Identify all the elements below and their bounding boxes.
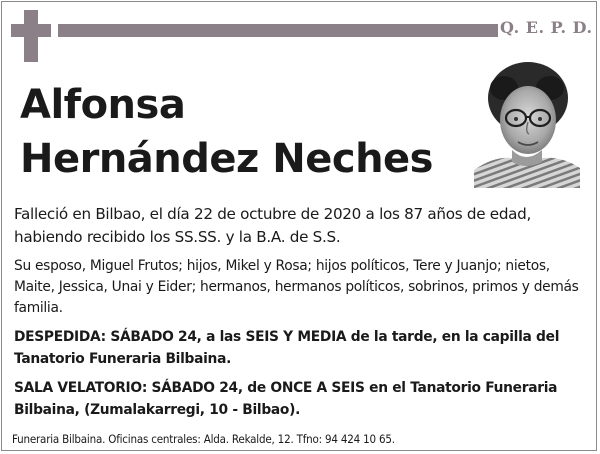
farewell-paragraph: DESPEDIDA: SÁBADO 24, a las SEIS Y MEDIA de la tarde, en la capilla del Tanatorio Funeraria Bilbaina. bbox=[14, 329, 560, 367]
deceased-name bbox=[20, 78, 460, 186]
name-line-1: Alfonsa bbox=[20, 82, 186, 128]
header-bar bbox=[58, 24, 498, 37]
funeral-home-footer: Funeraria Bilbaina. Oficinas centrales: Alda. Rekalde, 12. Tfno: 94 424 10 65. bbox=[12, 432, 395, 446]
cross-icon-bar bbox=[11, 24, 51, 37]
portrait-photo bbox=[474, 58, 580, 188]
family-paragraph: Su esposo, Miguel Frutos; hijos, Mikel y Rosa; hijos políticos, Tere y Juanjo; nietos, Maite, Jessica, Unai y Eider; hermanos, hermanos políticos, sobrinos, primos y demás familia. bbox=[14, 258, 579, 316]
wake-paragraph: SALA VELATORIO: SÁBADO 24, de ONCE A SEIS en el Tanatorio Funeraria Bilbaina, (Zumalakarregi, 10 - Bilbao). bbox=[14, 380, 558, 418]
death-paragraph: Falleció en Bilbao, el día 22 de octubre de 2020 a los 87 años de edad, habiendo recibido los SS.SS. y la B.A. de S.S. bbox=[14, 205, 532, 246]
name-line-2: Hernández Neches bbox=[20, 136, 433, 182]
qepd-label: Q. E. P. D. bbox=[500, 18, 593, 37]
